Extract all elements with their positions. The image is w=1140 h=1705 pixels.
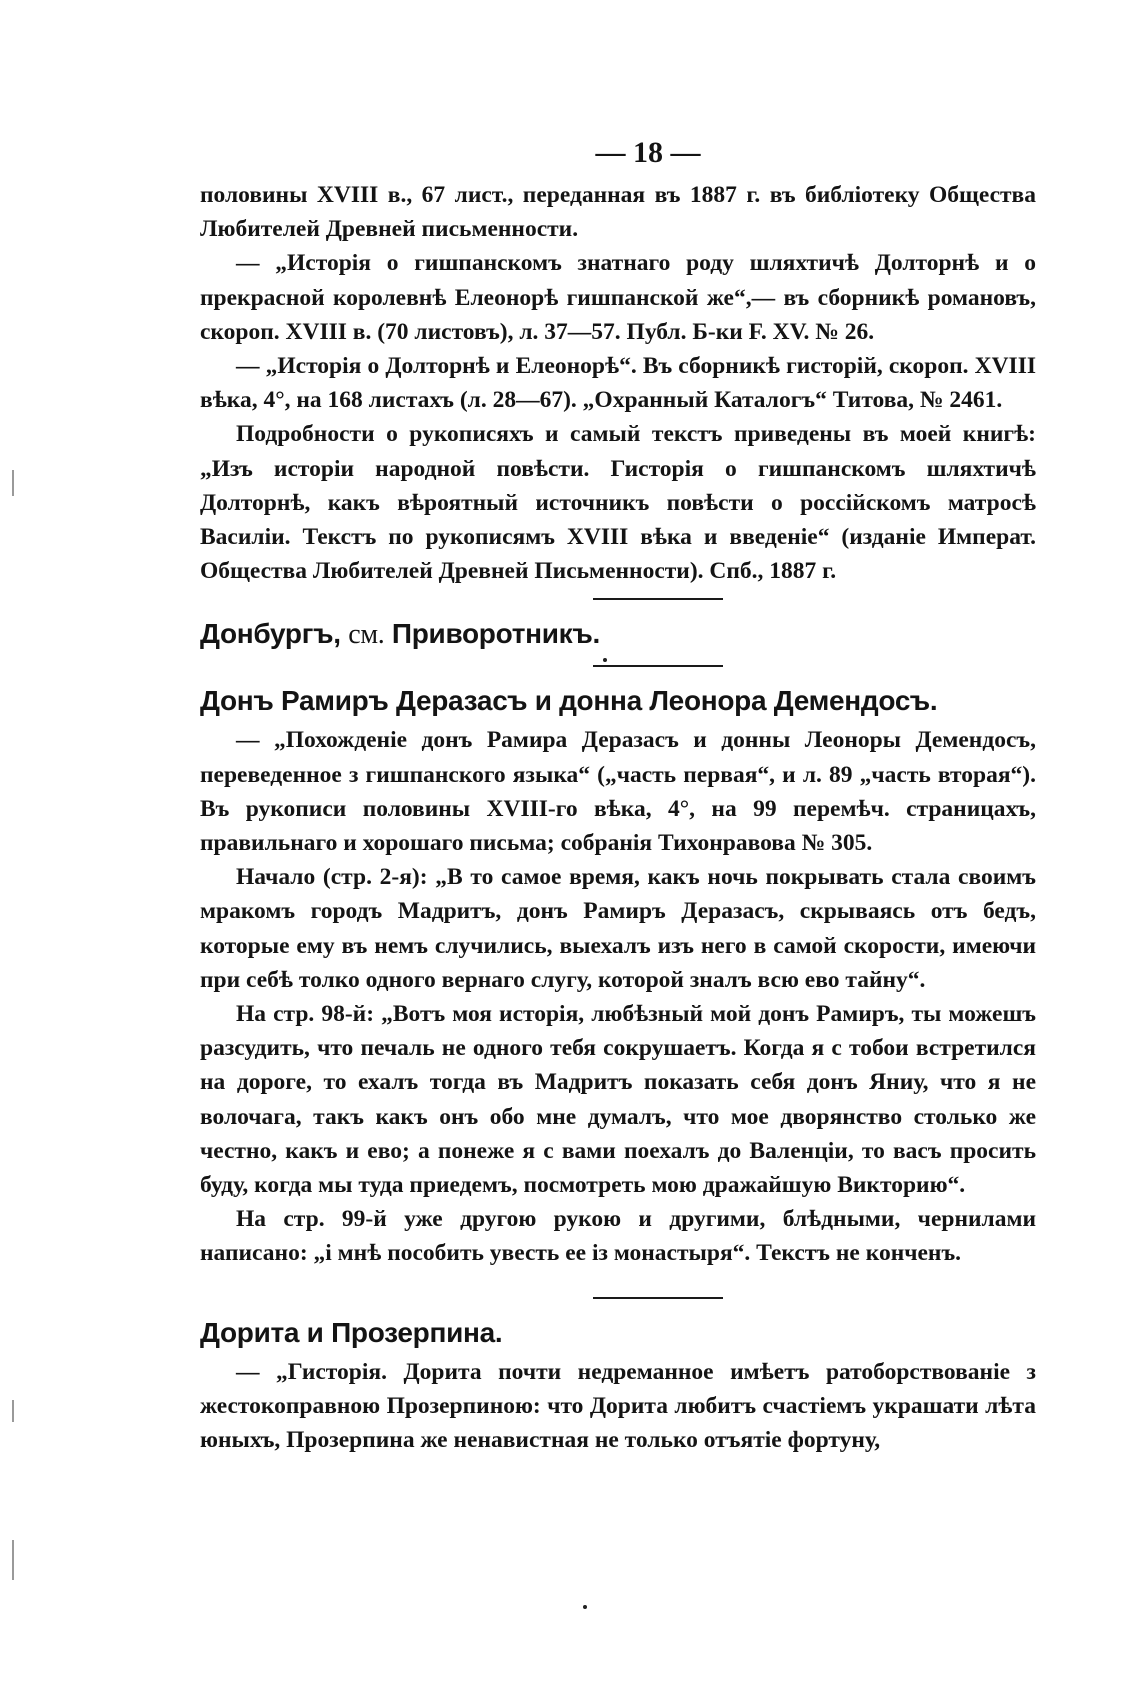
section-divider	[593, 665, 723, 667]
page-body	[200, 130, 1036, 1457]
entry-heading-don-ramir: Донъ Рамиръ Деразасъ и донна Леонора Демендосъ.	[200, 685, 938, 717]
paragraph-3: — „Исторія о Долторнѣ и Елеонорѣ“. Въ сборникѣ гисторій, скороп. XVIII вѣка, 4°, на 168 листахъ (л. 28—67). „Охранный Каталогъ“ Титова, № 2461.	[200, 353, 1036, 414]
entry-heading-donburg	[200, 614, 1036, 655]
paragraph-5: — „Похожденіе донъ Рамира Деразасъ и донны Леоноры Демендосъ, переведенное з гишпанского языка“ („часть первая“, и л. 89 „часть вторая“). Въ рукописи половины XVIII-го вѣка, 4°, на 99 перемѣч. страницахъ, правильнаго и хорошаго письма; собранія Тихонравова № 305.	[200, 727, 1036, 857]
section-divider	[593, 598, 723, 600]
paragraph-1: половины XVIII в., 67 лист., переданная въ 1887 г. въ библіотеку Общества Любителей Древней письменности.	[200, 182, 1036, 243]
scan-edge-mark	[12, 1400, 14, 1422]
paragraph-4: Подробности о рукописяхъ и самый текстъ приведены въ моей книгѣ: „Изъ исторіи народной повѣсти. Гисторія о гишпанскомъ шляхтичѣ Долторнѣ, какъ вѣроятный источникъ повѣсти о россійскомъ матросѣ Василіи. Текстъ по рукописямъ XVIII вѣка и введеніе“ (изданіе Императ. Общества Любителей Древней Письменности). Спб., 1887 г.	[200, 421, 1036, 585]
paragraph-8: На стр. 99-й уже другою рукою и другими, блѣдными, чернилами написано: „і мнѣ пособить увесть ее із монастыря“. Текстъ не конченъ.	[200, 1206, 1036, 1267]
heading-see: см.	[348, 619, 385, 651]
scan-edge-mark	[12, 470, 14, 496]
heading-text: Донбургъ,	[200, 618, 341, 650]
page-number: — 18 —	[595, 136, 701, 169]
paragraph-6: Начало (стр. 2-я): „В то самое время, какъ ночь покрывать стала своимъ мракомъ городъ Мадритъ, донъ Рамиръ Деразасъ, скрываясь отъ бедъ, которые ему въ немъ случились, выехалъ изъ него в самой скорости, имеючи при себѣ толко одного вернаго слугу, которой зналъ всю ево тайну“.	[200, 864, 1036, 993]
entry-heading-dorita: Дорита и Прозерпина.	[200, 1316, 503, 1348]
scan-edge-mark	[12, 1540, 14, 1580]
section-divider	[593, 1297, 723, 1299]
heading-reference: Приворотникъ.	[391, 618, 600, 650]
print-speck	[583, 1605, 587, 1609]
paragraph-7: На стр. 98-й: „Вотъ моя исторія, любѣзный мой донъ Рамиръ, ты можешъ разсудить, что печаль не одного тебя сокрушаетъ. Когда я с тобои встретился на дороге, то ехалъ тогда въ Мадритъ показать себя донъ Яниу, что я не волочага, такъ какъ онъ обо мне думалъ, что мое дворянство столько же честно, какъ и ево; а понеже я с вами поехалъ до Валенціи, то васъ просить буду, когда мы туда приедемъ, посмотреть мою дражайшую Викторию“.	[200, 1001, 1036, 1199]
paragraph-9: — „Гисторія. Дорита почти недреманное имѣетъ ратоборствованіе з жестокоправною Прозерпиною: что Дорита любитъ счастіемъ украшати лѣта юныхъ, Прозерпина же ненавистная не только отъятіе фортуну,	[200, 1358, 1036, 1454]
paragraph-2: — „Исторія о гишпанскомъ знатнаго роду шляхтичѣ Долторнѣ и о прекрасной королевнѣ Елеонорѣ гишпанской же“,— въ сборникѣ романовъ, скороп. XVIII в. (70 листовъ), л. 37—57. Публ. Б-ки F. XV. № 26.	[200, 250, 1036, 345]
